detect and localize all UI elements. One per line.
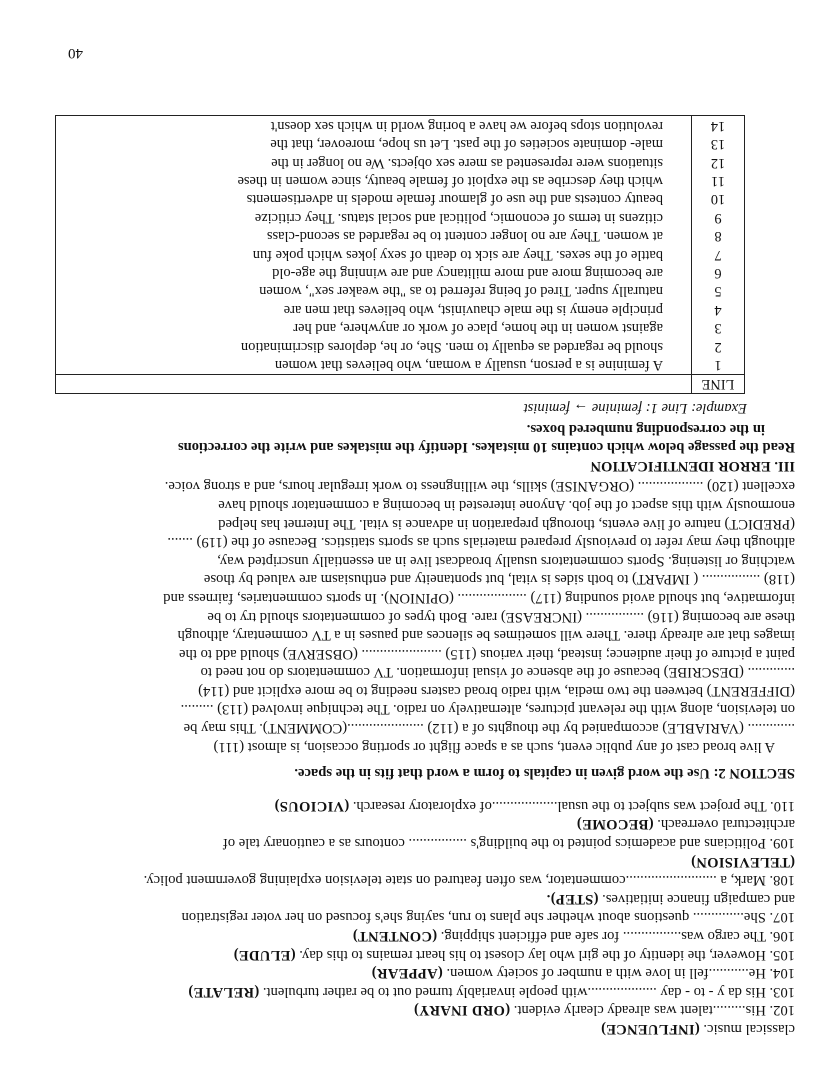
table-row [56, 153, 745, 171]
table-header-row [56, 375, 745, 394]
line-header: LINE [692, 375, 745, 394]
line-number: 9 [692, 208, 745, 226]
table-row [56, 356, 745, 375]
sentence-text: 102. His.........talent was already clearly evident. [510, 1002, 795, 1019]
sentence-text: 109. Politicians and academics pointed to the building's ................ contours as a cautionary tale of [222, 835, 795, 852]
line-number: 5 [692, 282, 745, 300]
sentence-text: 103. His da y - to - day ...................with people invariably turned out to be rather turbulent. [259, 983, 795, 1000]
line-number: 6 [692, 264, 745, 282]
instruction-line: in the corresponding numbered boxes. [526, 420, 765, 437]
passage-line: paint a picture of their audience; instead, their various (115) ...................... (OBSERVE) should add to the [179, 645, 795, 662]
table-row [56, 227, 745, 245]
instruction-line: Read the passage below which contains 10 mistakes. Identify the mistakes and write the corrections [177, 439, 795, 456]
word-formation-passage [60, 477, 795, 756]
sentence-line [60, 945, 795, 964]
table-row [56, 300, 745, 318]
passage-line: ............. (VARIABLE) accompanied by the thoughts of a (112) .....................(COMMENT). This may be [183, 720, 795, 737]
header-blank [56, 375, 692, 394]
line-number: 2 [692, 337, 745, 355]
line-text: against women in the home, place of work or anywhere, and her [56, 319, 692, 337]
sentence-text: 106. The cargo was................ for safe and efficient shipping. [437, 928, 795, 945]
sentence-line [60, 964, 795, 983]
line-text: which they describe as the exploit of female beauty, since women in these [56, 172, 692, 190]
keyword: (STEP). [546, 890, 599, 907]
keyword: (ELUDE) [233, 946, 296, 963]
keyword: (VICIOUS) [274, 797, 350, 814]
section-3-instruction [60, 419, 795, 456]
sentence-text: and campaign finance initiatives. [598, 890, 795, 907]
sentence-line [60, 1019, 795, 1038]
line-number: 10 [692, 190, 745, 208]
passage-line: on television, along with the relevant pictures, alternatively on radio. The technique involved (113) ......... [180, 701, 795, 718]
passage-line: enormously with this aspect of the job. Anyone interested in becoming a commentator should have [218, 496, 795, 513]
section-2-title: SECTION 2: Use the word given in capitals to form a word that fits in the space. [294, 765, 795, 782]
line-number: 14 [692, 116, 745, 135]
page-content [60, 115, 795, 1038]
line-text: situations were represented as mere sex objects. We no longer in the [56, 153, 692, 171]
passage-line: images that are already there. There will sometimes be silences and pauses in a TV commentary, although [177, 627, 795, 644]
table-row [56, 116, 745, 135]
sentence-text: 104. He...........fell in love with a number of society women. [442, 965, 795, 982]
passage-line: A live broad cast of any public event, such as a space flight or sporting occasion, is almost (111) [213, 738, 775, 755]
line-number: 1 [692, 356, 745, 375]
line-number: 11 [692, 172, 745, 190]
keyword: (RELATE) [188, 983, 260, 1000]
line-text: naturally super. Tired of being referred to as "the weaker sex", women [56, 282, 692, 300]
line-text: should be regarded as equally to men. She, or he, deplores discrimination [56, 337, 692, 355]
passage-line: watching or listening. Sports commentators usually broadcast live in an essentially unscripted way, [217, 552, 795, 569]
keyword: (ORD INARY) [413, 1002, 511, 1019]
line-number: 3 [692, 319, 745, 337]
sentence-text: 107. She.............. questions about whether she plans to run, saying she's focused on her voter registration [181, 909, 795, 926]
table-row [56, 264, 745, 282]
passage-line: ............. (DESCRIBE) because of the absence of visual information. TV commentators do not need to [200, 664, 795, 681]
sentence-text: 110. The project was subject to the usual..................of exploratory research. [349, 797, 795, 814]
line-number: 12 [692, 153, 745, 171]
sentence-line [60, 889, 795, 908]
keyword: (BECOME) [576, 816, 654, 833]
sentence-line [60, 908, 795, 927]
passage-line: these are becoming (116) ................ (INCREASE) rare. Both types of commentators should try to be [207, 608, 795, 625]
table-row [56, 190, 745, 208]
line-number: 7 [692, 245, 745, 263]
passage-line: (PREDICT) nature of live events, thorough preparation in advance is vital. The Internet has helped [218, 515, 795, 532]
sentence-text: architectural overreach. [653, 816, 795, 833]
example-line: Example: Line 1: feminine → feminist [523, 400, 747, 416]
keyword: (TELEVISION) [690, 853, 795, 870]
section-3-title: III. ERROR IDENTIFICATION [590, 457, 795, 474]
page-number: 40 [68, 45, 83, 61]
passage-line: (DIFFERENT) between the two media, with radio broad casters needing to be more explicit and (114) [198, 682, 795, 699]
sentence-line [60, 982, 795, 1001]
table-row [56, 319, 745, 337]
table-row [56, 245, 745, 263]
line-number: 8 [692, 227, 745, 245]
passage-line: (118) ................ ( IMPART) to both sides is vital, but spontaneity and enthusiasm are valued by those [203, 571, 795, 588]
error-identification-table [55, 115, 745, 394]
word-formation-sentences [60, 796, 795, 1038]
line-text: revolution stops before we have a boring world in which sex doesn't [56, 116, 692, 135]
sentence-line [60, 796, 795, 815]
line-number: 4 [692, 300, 745, 318]
passage-line: informative, but should avoid sounding (117) ................... (OPINION). In sports commentaries, fairness and [163, 589, 795, 606]
sentence-line [60, 815, 795, 834]
line-text: beauty contests and the use of glamour female models in advertisements [56, 190, 692, 208]
sentence-line [60, 833, 795, 852]
line-text: are becoming more and more militancy and are winning the age-old [56, 264, 692, 282]
passage-line: although they may refer to previously prepared materials such as sports statistics. Because of the (119) ....... [167, 534, 795, 551]
line-text: principle enemy is the male chauvinist, who believes that men are [56, 300, 692, 318]
keyword: (CONTENT) [352, 928, 438, 945]
table-row [56, 172, 745, 190]
keyword: (INFLUENCE) [600, 1021, 700, 1037]
table-row [56, 135, 745, 153]
table-row [56, 337, 745, 355]
sentence-text: 105. However, the identity of the girl who lay closest to his heart remains to this day. [295, 946, 795, 963]
table-row [56, 282, 745, 300]
passage-line: excellent (120) .................. (ORGANISE) skills, the willingness to work irregular hours, and a strong voice. [164, 478, 795, 495]
keyword: (APPEAR) [371, 965, 443, 982]
line-text: A feminine is a person, usually a woman, who believes that women [56, 356, 692, 375]
sentence-line [60, 1001, 795, 1020]
line-text: at women. They are no longer content to be regarded as second-class [56, 227, 692, 245]
sentence-text: classical music. [699, 1021, 795, 1037]
sentence-line [60, 871, 795, 890]
line-text: battle of the sexes. They are sick to death of sexy jokes which poke fun [56, 245, 692, 263]
line-text: citizens in terms of economic, political and social status. They criticize [56, 208, 692, 226]
sentence-text: 108. Mark, a .........................commentator, was often featured on state television explaining government policy. [143, 872, 795, 889]
line-number: 13 [692, 135, 745, 153]
sentence-line [60, 926, 795, 945]
line-text: male- dominate societies of the past. Let us hope, moreover, that the [56, 135, 692, 153]
table-row [56, 208, 745, 226]
sentence-line [60, 852, 795, 871]
